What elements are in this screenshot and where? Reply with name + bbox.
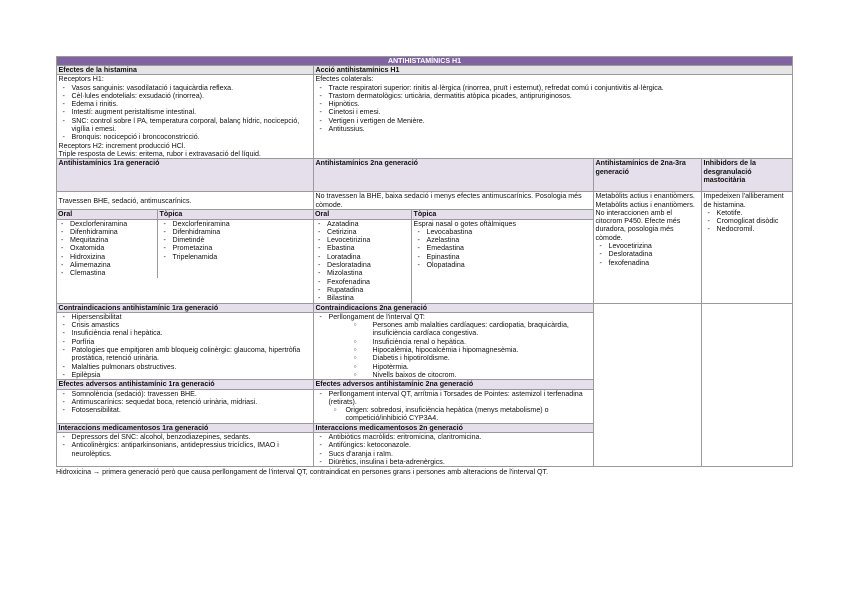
gen2-oral-list [314, 220, 411, 303]
effects-header: Efectes de la histamina [57, 66, 314, 75]
list-item: - Diürètics, insulina i beta-adrenèrgics. [316, 458, 592, 466]
list-item: - Desloratadina [314, 261, 411, 269]
gen2-topical-list [414, 228, 594, 269]
gen2-oral-label: Oral [314, 210, 411, 219]
list-item: ○ Persones amb malalties cardíaques: cardiopatia, braquicàrdia, insuficiència cardíaca congestiva. [316, 321, 592, 338]
list-item: - Ketotife. [704, 209, 791, 217]
list-item: - Anticolinèrgics: antiparkinsonians, antidepressius tricíclics, IMAO i neurolèptics. [59, 441, 312, 458]
list-item: - Porfíria [59, 338, 312, 346]
list-item: - Clemastina [57, 269, 157, 277]
receptors-h2-text: Receptors H2: increment producció HCl. [58, 141, 186, 150]
list-item: - Vertigen i vertigen de Menière. [316, 117, 791, 125]
list-item: - fexofenadina [596, 259, 700, 267]
list-item: - Cinetosi i emesi. [316, 108, 791, 116]
gen1-interactions-header: Interaccions medicamentosos 1ra generació [57, 423, 314, 432]
inhibitors-cell [702, 192, 793, 303]
list-item: - Difenhidramina [160, 228, 314, 236]
action-header: Acció antihistamínics H1 [314, 66, 793, 75]
inhibitors-text: Impedeixen l'alliberament de histamina. [703, 192, 784, 209]
list-item: - Dimetindè [160, 236, 314, 244]
list-item: - Mequitazina [57, 236, 157, 244]
list-item: - Trastorn dermatològics: urticària, dermatitis atòpica picades, antipruriginosos. [316, 92, 791, 100]
gen1-contra-list [59, 313, 312, 379]
gen1-contra-cell [57, 312, 314, 379]
gen2-adverse-cell [314, 389, 594, 423]
gen2-contra-list [316, 313, 592, 379]
list-item: - Sucs d'aranja i raïm. [316, 450, 592, 458]
gen2-interactions-cell [314, 432, 594, 466]
list-item: - Somnolència (sedació): travessen BHE. [59, 390, 312, 398]
gen3-list [596, 242, 700, 267]
gen3-header: Antihistamínics de 2na-3ra generació [594, 159, 702, 192]
list-item: - Azelastina [414, 236, 594, 244]
list-item: - Hidroxizina [57, 253, 157, 261]
list-item: - Crisis amastics [59, 321, 312, 329]
list-item: - Alimemazina [57, 261, 157, 269]
gen1-oral-cell [57, 219, 157, 278]
list-item: - Nedocromil. [704, 225, 791, 233]
gen2-drugs-table [314, 210, 593, 302]
list-item [316, 390, 592, 423]
list-item: - Loratadina [314, 253, 411, 261]
list-item: - Malalties pulmonars obstructives. [59, 363, 312, 371]
gen2-header: Antihistamínics 2na generació [314, 159, 594, 192]
list-item: - Difenhidramina [57, 228, 157, 236]
gen1-topical-label: Tòpica [157, 210, 313, 219]
gen1-adverse-header: Efectes adversos antihistamínic 1ra generació [57, 380, 314, 389]
list-item: - Epinastina [414, 253, 594, 261]
list-item: - Levocabastina [414, 228, 594, 236]
footnote: Hidroxicina → primera generació però que causa perllongament de l'interval QT, contraindicat en persones grans i persones amb alteracions de l'interval QT. [56, 468, 549, 477]
gen2-topical-label: Tòpica [411, 210, 593, 219]
inhibitors-list [704, 209, 791, 234]
list-item: - Desloratadina [596, 250, 700, 258]
list-item: ○ Nivells baixos de citocrom. [316, 371, 592, 379]
gen2-adverse-header: Efectes adversos antihistamínic 2na generació [314, 380, 594, 389]
gen2-adverse-sublist [316, 406, 592, 423]
gen2-adverse-list [316, 390, 592, 423]
list-item: ○ Diabetis i hipotiroïdisme. [316, 354, 592, 362]
gen2-drugs-cell [314, 210, 594, 303]
list-item [316, 313, 592, 379]
gen2-contra-header: Contraindicacions 2na generació [314, 303, 594, 312]
list-item: - Azatadina [314, 220, 411, 228]
gen2-topical-cell [411, 219, 593, 302]
list-item: - Prometazina [160, 244, 314, 252]
gen2-desc: No travessen la BHE, baixa sedació i menys efectes antimuscarínics. Posologia més còmode. [314, 192, 594, 210]
receptors-h1-label: Receptors H1: [58, 75, 104, 84]
gen3-text: Metabòlits actius i enantiòmers. Metabòlits actius i enantiòmers. No interaccionen amb el citocrom P450. Efecte més duradora, posologia més còmode. [595, 192, 695, 242]
list-item: - Insuficiència renal i hepàtica. [59, 329, 312, 337]
effects-cell [57, 75, 314, 159]
list-item: - Fotosensibilitat. [59, 406, 312, 414]
list-item: - Mizolastina [314, 269, 411, 277]
gen2-adverse-item: Perllongament interval QT, arrítmia i Torsades de Pointes: astemizol i terfenadina (retirats). [328, 389, 583, 406]
antihistamines-table [56, 56, 793, 467]
list-item: - Cromoglicat disòdic [704, 217, 791, 225]
list-item: - Cetirizina [314, 228, 411, 236]
gen1-interactions-list [59, 433, 312, 458]
action-subheader: Efectes colaterals: [315, 75, 374, 84]
list-item: - Edema i rinitis. [59, 100, 312, 108]
list-item: - Tracte respiratori superior: rinitis al·lèrgica (rinorrea, pruït i esternut), refredat comú i conjuntivitis al·lèrgica. [316, 84, 791, 92]
table-title: ANTIHISTAMÍNICS H1 [57, 57, 793, 66]
list-item: - Patologies que empitjoren amb bloqueig colinèrgic: glaucoma, hipertròfia prostàtica, retenció urinària. [59, 346, 312, 363]
gen2-interactions-list [316, 433, 592, 466]
gen2-contra-item: Perllongament de l'interval QT: [328, 312, 425, 321]
list-item: - Antimuscarínics: sequedat boca, retenció urinària, midriasi. [59, 398, 312, 406]
list-item: - Oxatomida [57, 244, 157, 252]
list-item: - Dexclorfeniramina [57, 220, 157, 228]
list-item: - Antibiòtics macròlids: eritromicina, claritromicina. [316, 433, 592, 441]
list-item: - Rupatadina [314, 286, 411, 294]
inhibitors-header: Inhibidors de la desgranulació mastocitària [702, 159, 793, 192]
list-item: - Olopatadina [414, 261, 594, 269]
gen1-drugs-table [57, 210, 313, 277]
list-item: - Bronquis: nocicepció i broncoconstricció. [59, 133, 312, 141]
list-item: - Dexclorfeniramina [160, 220, 314, 228]
gen3-empty [594, 303, 702, 467]
gen3-cell [594, 192, 702, 303]
gen1-desc-text: Travessen BHE, sedació, antimuscarínics. [58, 196, 192, 205]
list-item: - Epilèpsia [59, 371, 312, 379]
gen2-contra-sublist [316, 321, 592, 379]
gen1-topical-list [160, 220, 314, 261]
list-item: - Tripelenamida [160, 253, 314, 261]
list-item: - Ebastina [314, 244, 411, 252]
gen1-topical-cell [157, 219, 313, 278]
list-item: - Hipersensibilitat [59, 313, 312, 321]
gen1-contra-header: Contraindicacions antihistamínic 1ra generació [57, 303, 314, 312]
list-item: - Bilastina [314, 294, 411, 302]
list-item: - Levocetirizina [314, 236, 411, 244]
gen2-oral-cell [314, 219, 411, 302]
action-list [316, 84, 791, 134]
list-item: - Vasos sanguinis: vasodilatació i taquicàrdia reflexa. [59, 84, 312, 92]
gen1-adverse-cell [57, 389, 314, 423]
gen1-oral-label: Oral [57, 210, 157, 219]
action-cell [314, 75, 793, 159]
list-item: - Intestí: augment peristaltisme intestinal. [59, 108, 312, 116]
gen1-adverse-list [59, 390, 312, 415]
gen2-interactions-header: Interaccions medicamentosos 2n generació [314, 423, 594, 432]
inhibitors-empty [702, 303, 793, 467]
gen2-contra-cell [314, 312, 594, 379]
list-item: ○ Hipotèrmia. [316, 363, 592, 371]
list-item: - Levocetirizina [596, 242, 700, 250]
gen1-interactions-cell [57, 432, 314, 466]
gen1-header: Antihistamínics 1ra generació [57, 159, 314, 192]
lewis-text: Triple resposta de Lewis: eritema, rubor i extravasació del líquid. [58, 149, 261, 158]
list-item: - Fexofenadina [314, 278, 411, 286]
gen1-desc [57, 192, 314, 210]
list-item: - Depressors del SNC: alcohol, benzodiazepines, sedants. [59, 433, 312, 441]
list-item: - Cèl·lules endotelials: exsudació (rinorrea). [59, 92, 312, 100]
gen1-oral-list [57, 220, 157, 278]
list-item: - Antitussius. [316, 125, 791, 133]
list-item: - Emedastina [414, 244, 594, 252]
list-item: - Antifúngics: ketoconazole. [316, 441, 592, 449]
list-item: - Hipnòtics. [316, 100, 791, 108]
list-item: ○ Origen: sobredosi, insuficiència hepàtica (menys metabolisme) o competició/inhibició CYP3A4. [316, 406, 592, 423]
gen1-drugs-cell [57, 210, 314, 303]
list-item: ○ Insuficiència renal o hepàtica. [316, 338, 592, 346]
list-item: ○ Hipocalèmia, hipocalcèmia i hipomagnesèmia. [316, 346, 592, 354]
list-item: - SNC: control sobre l PA, temperatura corporal, balanç hídric, nocicepció, vigília i emesi. [59, 117, 312, 134]
receptors-h1-list [59, 84, 312, 142]
gen2-topical-intro: Esprai nasal o gotes oftàlmiques [413, 219, 517, 228]
